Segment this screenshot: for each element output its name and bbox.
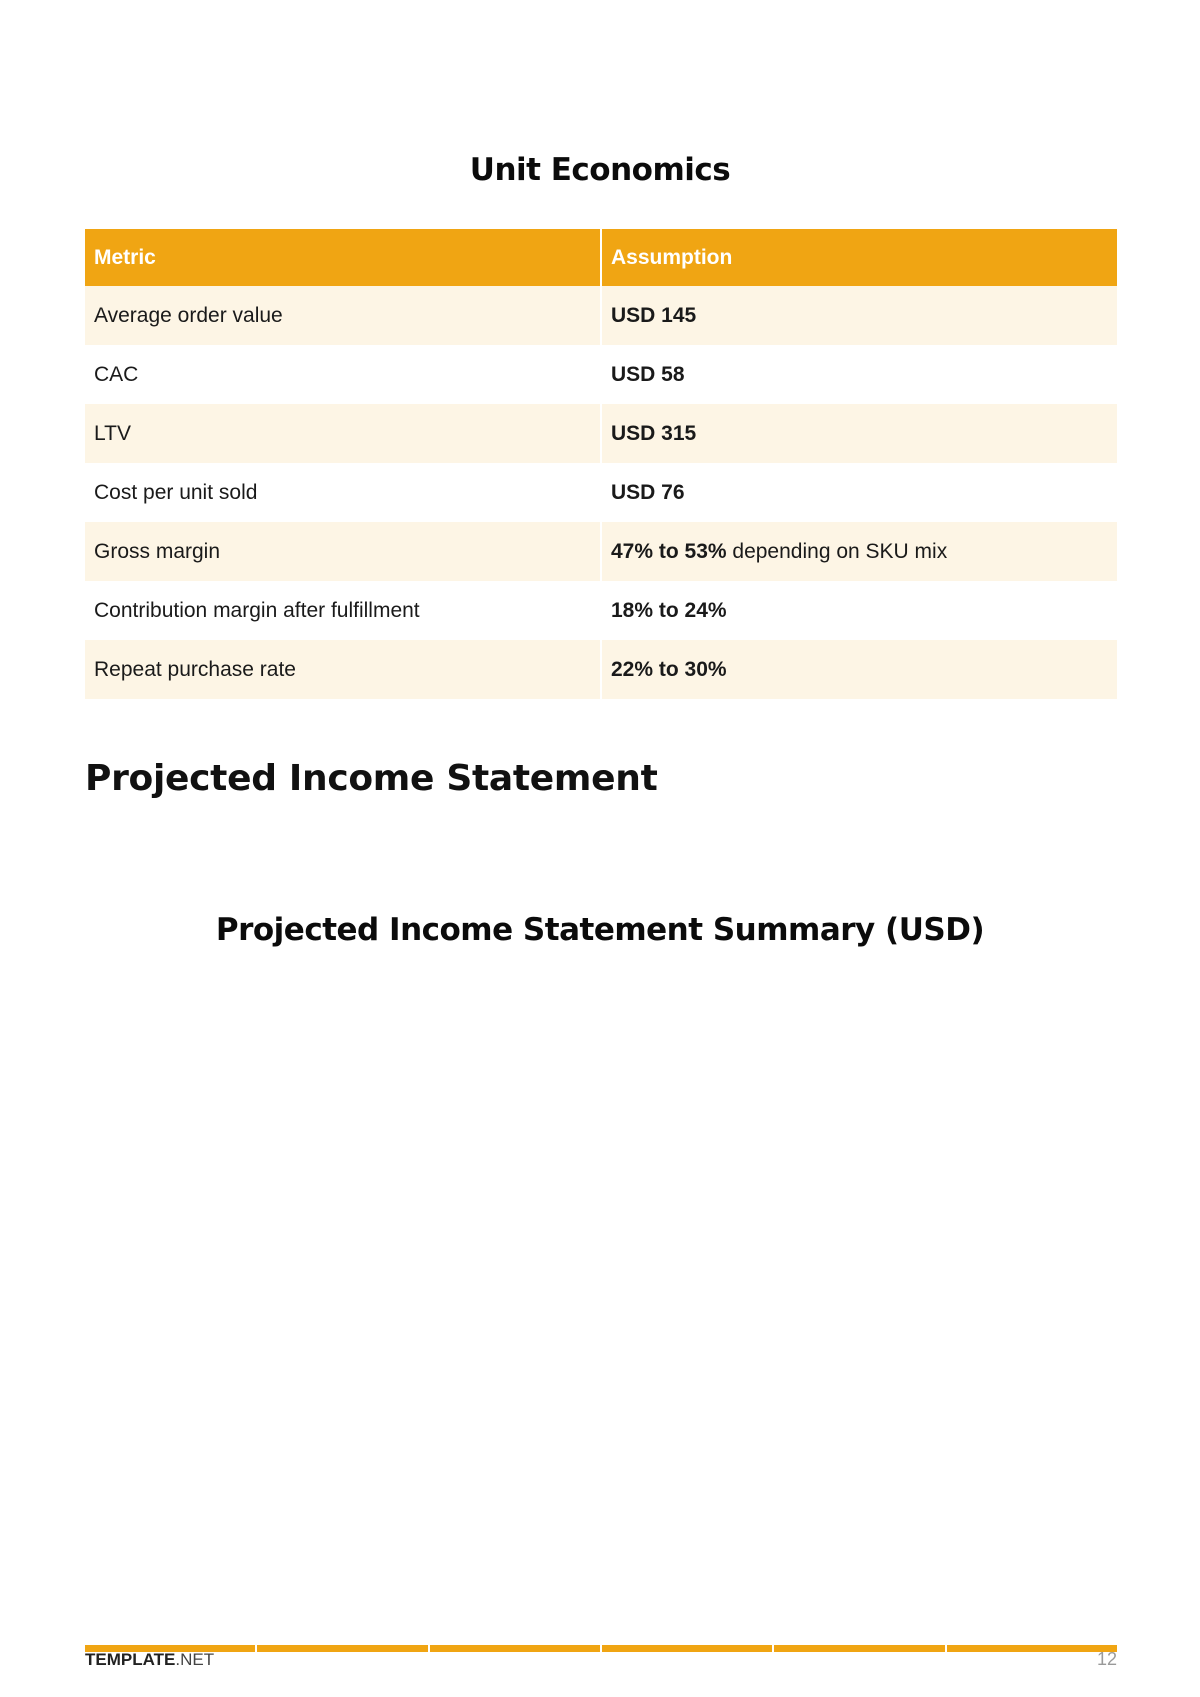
column-header-metric: Metric xyxy=(85,229,601,286)
assumption-cell xyxy=(601,404,1117,463)
assumption-cell xyxy=(601,463,1117,522)
page-number: 12 xyxy=(1096,1649,1117,1669)
footer-divider xyxy=(85,1645,1117,1652)
table-row xyxy=(85,522,1117,581)
unit-economics-title: Unit Economics xyxy=(469,152,731,188)
footer-brand-logo xyxy=(85,1650,214,1670)
metric-cell: CAC xyxy=(85,345,601,404)
chart-title: Projected Income Statement Summary (USD) xyxy=(215,912,985,948)
table-header-row xyxy=(85,229,1117,286)
assumption-cell xyxy=(601,522,1117,581)
table-row xyxy=(85,640,1117,699)
footer-divider-segment xyxy=(774,1645,944,1652)
footer-divider-segment xyxy=(602,1645,772,1652)
footer-divider-segment xyxy=(257,1645,427,1652)
table-row xyxy=(85,581,1117,640)
column-header-assumption: Assumption xyxy=(601,229,1117,286)
assumption-cell xyxy=(601,640,1117,699)
metric-cell: Contribution margin after fulfillment xyxy=(85,581,601,640)
section-heading: Projected Income Statement xyxy=(85,758,658,799)
assumption-value: USD 145 xyxy=(611,303,697,327)
metric-cell: Gross margin xyxy=(85,522,601,581)
assumption-cell xyxy=(601,286,1117,345)
metric-cell: LTV xyxy=(85,404,601,463)
table-row xyxy=(85,463,1117,522)
footer-divider-segment xyxy=(430,1645,600,1652)
assumption-value: 47% to 53% xyxy=(611,539,727,563)
footer-divider-segment xyxy=(947,1645,1117,1652)
assumption-note: depending on SKU mix xyxy=(726,539,948,563)
assumption-value: USD 76 xyxy=(611,480,685,504)
assumption-cell xyxy=(601,581,1117,640)
assumption-value: 22% to 30% xyxy=(611,657,727,681)
assumption-cell xyxy=(601,345,1117,404)
unit-economics-table xyxy=(85,229,1117,699)
assumption-value: USD 58 xyxy=(611,362,685,386)
brand-suffix: .NET xyxy=(175,1650,215,1669)
metric-cell: Repeat purchase rate xyxy=(85,640,601,699)
metric-cell: Cost per unit sold xyxy=(85,463,601,522)
assumption-value: 18% to 24% xyxy=(611,598,727,622)
table-row xyxy=(85,345,1117,404)
table-row xyxy=(85,286,1117,345)
assumption-value: USD 315 xyxy=(611,421,697,445)
table-row xyxy=(85,404,1117,463)
brand-name: TEMPLATE xyxy=(85,1650,176,1669)
metric-cell: Average order value xyxy=(85,286,601,345)
